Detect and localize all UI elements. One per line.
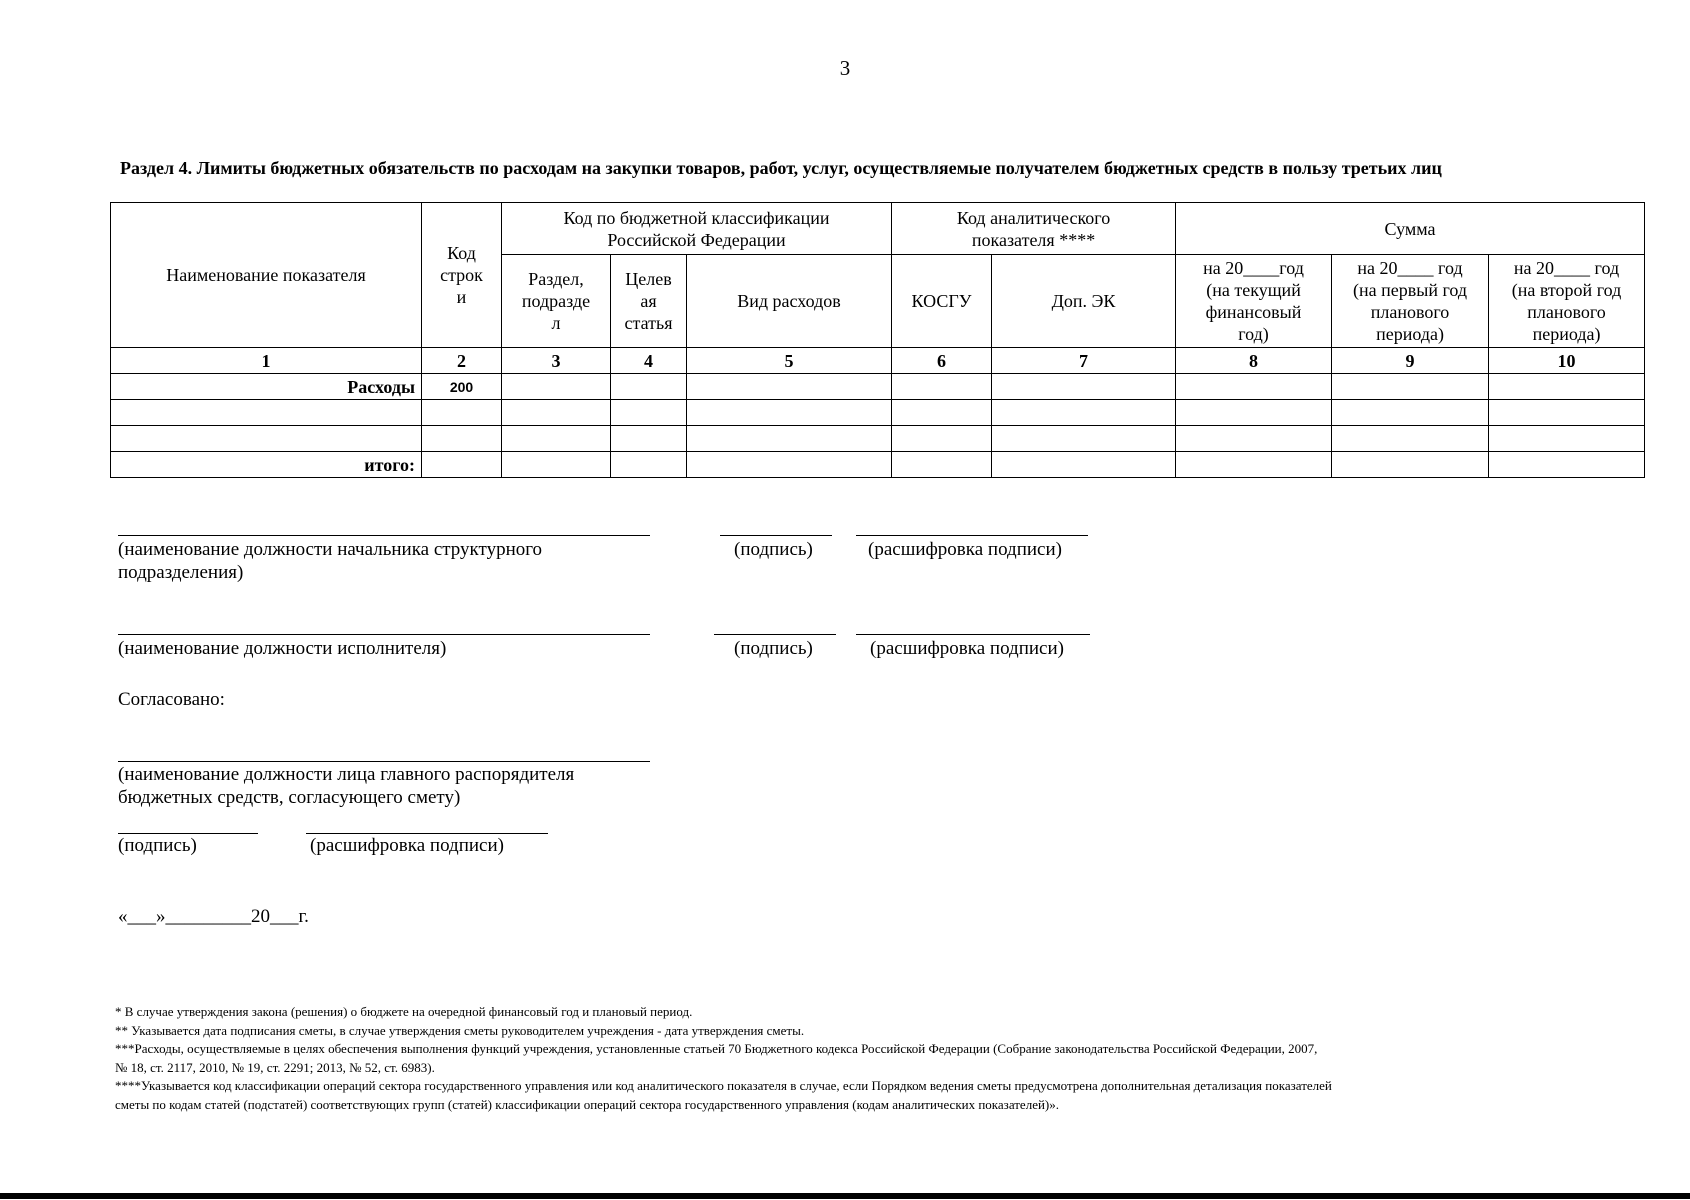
table-cell[interactable] (992, 374, 1176, 400)
table-cell[interactable] (687, 400, 892, 426)
page-number: 3 (839, 56, 851, 80)
header-line: периода) (1376, 324, 1444, 344)
table-cell[interactable] (502, 426, 611, 452)
header-line: л (551, 313, 561, 333)
column-number: 6 (892, 348, 992, 374)
header-line: год) (1238, 324, 1269, 344)
agreed-label: Согласовано: (118, 689, 225, 710)
signature-line (720, 535, 832, 536)
header-analytic-code (892, 203, 1176, 255)
column-number: 5 (687, 348, 892, 374)
column-number: 8 (1176, 348, 1332, 374)
footnote: ***Расходы, осуществляемые в целях обеспечения выполнения функций учреждения, установленные статьей 70 Бюджетного кодекса Российской Федерации (Собрание законодательства Российской Федерации, 2007, (115, 1041, 1318, 1056)
table-cell[interactable] (502, 452, 611, 478)
header-code (422, 203, 502, 348)
table-row (111, 374, 1645, 400)
header-line: статья (624, 313, 673, 333)
table-cell[interactable] (687, 452, 892, 478)
table-cell[interactable] (992, 452, 1176, 478)
decoding-caption: (расшифровка подписи) (870, 638, 1064, 659)
column-number: 9 (1332, 348, 1489, 374)
table-cell[interactable] (1489, 400, 1645, 426)
header-sum: Сумма (1176, 203, 1645, 255)
caption-line: подразделения) (118, 562, 244, 583)
header-line: на 20____год (1203, 258, 1304, 278)
table-cell[interactable] (611, 426, 687, 452)
chief-position-caption (118, 763, 574, 809)
table-cell[interactable] (892, 452, 992, 478)
caption-line: (наименование должности лица главного распорядителя (118, 764, 575, 785)
caption-line: (наименование должности начальника структурного (118, 539, 543, 560)
header-line: на 20____ год (1357, 258, 1463, 278)
table-cell[interactable] (1332, 400, 1489, 426)
header-expense-type: Вид расходов (687, 255, 892, 348)
header-line: финансовый (1205, 302, 1302, 322)
column-number-row (111, 348, 1645, 374)
bottom-rule (0, 1193, 1690, 1199)
table-cell[interactable] (502, 400, 611, 426)
header-line: периода) (1532, 324, 1601, 344)
header-line: Российской Федерации (607, 229, 786, 250)
header-line: подразде (521, 291, 591, 311)
table-cell[interactable] (611, 452, 687, 478)
header-line: Раздел, (528, 269, 584, 289)
signature-caption: (подпись) (118, 835, 197, 856)
footnote: сметы по кодам статей (подстатей) соответствующих групп (статей) классификации операций сектора государственного управления (кодам аналитических показателей)». (115, 1096, 1059, 1112)
table-row-total (111, 452, 1645, 478)
header-year-second (1489, 255, 1645, 348)
head-position-caption (118, 538, 542, 584)
column-number: 3 (502, 348, 611, 374)
table-cell[interactable] (611, 374, 687, 400)
row-code-cell (422, 426, 502, 452)
header-line: (на первый год (1353, 280, 1468, 300)
decoding-caption: (расшифровка подписи) (868, 539, 1062, 560)
header-name: Наименование показателя (111, 203, 422, 348)
header-section (502, 255, 611, 348)
table-cell[interactable] (1176, 400, 1332, 426)
header-year-current (1176, 255, 1332, 348)
header-line: (на текущий (1206, 280, 1301, 300)
executor-position-caption: (наименование должности исполнителя) (118, 638, 447, 659)
table-cell[interactable] (687, 426, 892, 452)
header-line: на 20____ год (1513, 258, 1620, 278)
header-line: планового (1370, 302, 1450, 322)
table-cell[interactable] (687, 374, 892, 400)
row-name-cell (111, 400, 422, 426)
header-line: планового (1527, 302, 1606, 322)
footnotes (115, 1003, 1645, 1114)
signature-line (856, 535, 1088, 536)
signature-caption: (подпись) (734, 638, 813, 659)
table-row (111, 426, 1645, 452)
footnote: ****Указывается код классификации операций сектора государственного управления или код аналитического показателя в случае, если Порядком ведения сметы предусмотрена дополнительная детализация показателей (115, 1078, 1332, 1093)
table-cell[interactable] (1489, 426, 1645, 452)
row-code-cell (422, 400, 502, 426)
signature-line (856, 634, 1090, 635)
header-line: Код аналитического (956, 207, 1111, 228)
signature-line (118, 535, 650, 536)
header-dop-ek: Доп. ЭК (992, 255, 1176, 348)
column-number: 7 (992, 348, 1176, 374)
footnote: * В случае утверждения закона (решения) о бюджете на очередной финансовый год и плановый период. (115, 1004, 693, 1019)
header-code-line: строк (440, 265, 483, 285)
table-cell[interactable] (892, 374, 992, 400)
row-name-cell (111, 426, 422, 452)
signature-line (714, 634, 836, 635)
table-cell[interactable] (1489, 374, 1645, 400)
signature-line (118, 634, 650, 635)
footnote: ** Указывается дата подписания сметы, в случае утверждения сметы руководителем учреждения - дата утверждения сметы. (115, 1022, 805, 1038)
header-year-first (1332, 255, 1489, 348)
row-code-cell (422, 452, 502, 478)
table-cell[interactable] (502, 374, 611, 400)
row-name-cell: Расходы (111, 374, 422, 400)
decoding-caption: (расшифровка подписи) (310, 835, 504, 856)
header-line: Целев (625, 269, 672, 289)
header-line: Код по бюджетной классификации (563, 207, 830, 228)
footnote: № 18, ст. 2117, 2010, № 19, ст. 2291; 2013, № 52, ст. 6983). (115, 1059, 435, 1075)
table-cell[interactable] (892, 400, 992, 426)
row-code-cell: 200 (422, 374, 502, 400)
table-cell[interactable] (1176, 452, 1332, 478)
header-kosgu: КОСГУ (892, 255, 992, 348)
table-cell[interactable] (992, 400, 1176, 426)
table-cell[interactable] (1489, 452, 1645, 478)
caption-line: бюджетных средств, согласующего смету) (118, 787, 461, 808)
table-cell[interactable] (611, 400, 687, 426)
column-number: 10 (1489, 348, 1645, 374)
table-cell[interactable] (1332, 452, 1489, 478)
table-cell[interactable] (1176, 426, 1332, 452)
section-title: Раздел 4. Лимиты бюджетных обязательств по расходам на закупки товаров, работ, услуг, осуществляемые получателем бюджетных средств в пользу третьих лиц (120, 158, 1442, 178)
table-cell[interactable] (1332, 374, 1489, 400)
limits-table (110, 202, 1645, 478)
table-cell[interactable] (1176, 374, 1332, 400)
table-cell[interactable] (992, 426, 1176, 452)
header-line: ая (640, 291, 657, 311)
column-number: 4 (611, 348, 687, 374)
header-code-line: Код (447, 243, 476, 263)
header-budget-classification (502, 203, 892, 255)
signature-caption: (подпись) (734, 539, 813, 560)
header-line: (на второй год (1511, 280, 1622, 300)
header-code-line: и (456, 287, 467, 307)
signature-line (118, 761, 650, 762)
table-cell[interactable] (1332, 426, 1489, 452)
column-number: 2 (422, 348, 502, 374)
date-line: «___»_________20___г. (118, 906, 309, 927)
table-cell[interactable] (892, 426, 992, 452)
header-line: показателя **** (971, 229, 1096, 250)
total-label: итого: (111, 452, 422, 478)
column-number: 1 (111, 348, 422, 374)
header-target-article (611, 255, 687, 348)
table-row (111, 400, 1645, 426)
